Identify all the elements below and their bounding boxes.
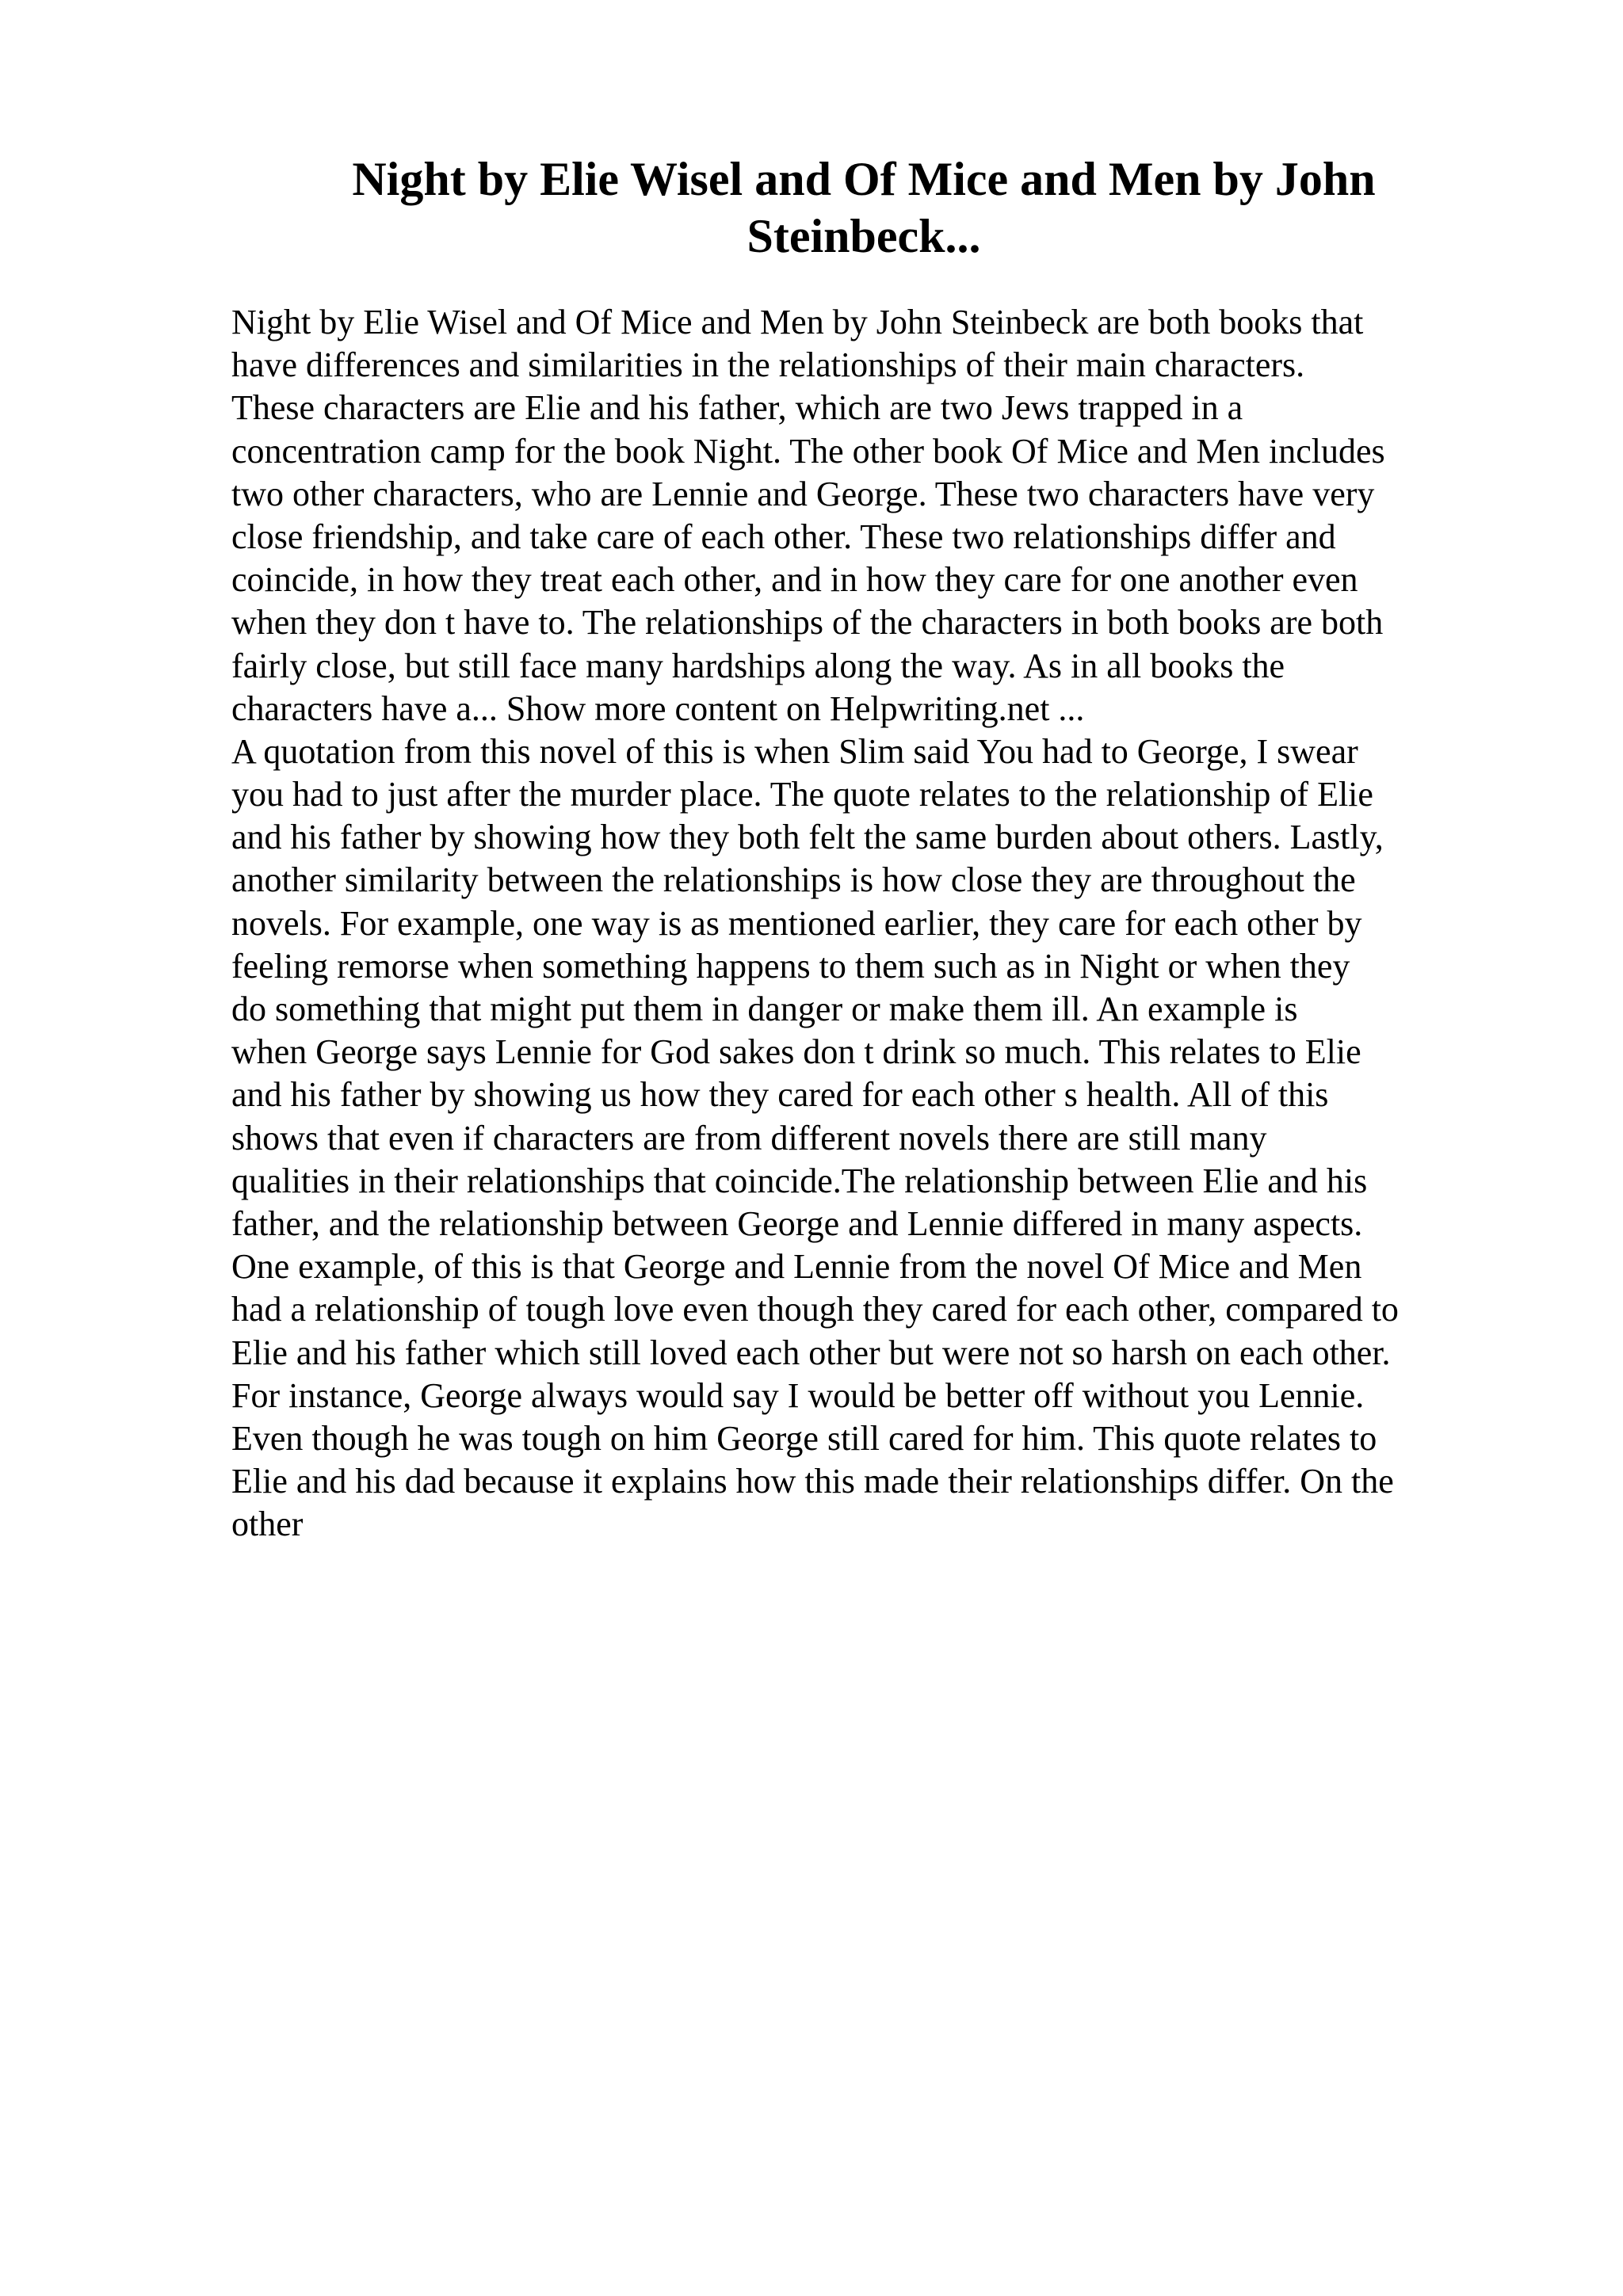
- body-line-25: Elie and his father which still loved each other but were not so harsh on each other.: [231, 1333, 1391, 1372]
- body-line-26: For instance, George always would say I would be better off without you Lennie.: [231, 1375, 1365, 1415]
- body-line-1: Night by Elie Wisel and Of Mice and Men by John Steinbeck are both books that: [231, 303, 1364, 341]
- body-line-4: concentration camp for the book Night. The other book Of Mice and Men includes: [231, 431, 1385, 471]
- body-line-3: These characters are Elie and his father, which are two Jews trapped in a: [231, 388, 1243, 428]
- body-line-9: fairly close, but still face many hardships along the way. As in all books the: [231, 646, 1285, 685]
- body-line-7: coincide, in how they treat each other, and in how they care for one another even: [231, 560, 1358, 600]
- body-line-23: One example, of this is that George and Lennie from the novel Of Mice and Men: [231, 1247, 1362, 1287]
- body-line-8: when they don t have to. The relationships of the characters in both books are both: [231, 603, 1384, 643]
- body-line-13: and his father by showing how they both felt the same burden about others. Lastly,: [231, 818, 1384, 857]
- body-line-16: feeling remorse when something happens to them such as in Night or when they: [231, 946, 1350, 986]
- body-line-20: shows that even if characters are from different novels there are still many: [231, 1118, 1267, 1158]
- body-line-14: another similarity between the relationships is how close they are throughout the: [231, 860, 1356, 900]
- body-line-29: other: [231, 1505, 304, 1544]
- document-title: Night by Elie Wisel and Of Mice and Men by John Steinbeck...: [352, 153, 1376, 262]
- body-line-12: you had to just after the murder place. The quote relates to the relationship of Elie: [231, 775, 1373, 814]
- body-line-22: father, and the relationship between George and Lennie differed in many aspects.: [231, 1203, 1363, 1243]
- body-line-28: Elie and his dad because it explains how this made their relationships differ. On the: [231, 1462, 1394, 1501]
- body-line-19: and his father by showing us how they cared for each other s health. All of this: [231, 1075, 1329, 1115]
- body-line-2: have differences and similarities in the relationships of their main characters.: [231, 345, 1305, 385]
- body-line-6: close friendship, and take care of each other. These two relationships differ and: [231, 517, 1336, 556]
- body-line-11: A quotation from this novel of this is when Slim said You had to George, I swear: [231, 731, 1358, 771]
- body-line-10: characters have a... Show more content on Helpwriting.net ...: [231, 688, 1085, 728]
- body-line-18: when George says Lennie for God sakes don t drink so much. This relates to Elie: [231, 1032, 1361, 1072]
- body-line-21: qualities in their relationships that coincide.The relationship between Elie and his: [231, 1161, 1368, 1200]
- body-line-15: novels. For example, one way is as mentioned earlier, they care for each other by: [231, 903, 1362, 943]
- body-line-17: do something that might put them in danger or make them ill. An example is: [231, 990, 1298, 1028]
- body-line-24: had a relationship of tough love even though they cared for each other, compared to: [231, 1290, 1399, 1329]
- document-body: [231, 301, 1491, 1546]
- body-line-27: Even though he was tough on him George still cared for him. This quote relates to: [231, 1418, 1377, 1458]
- body-line-5: two other characters, who are Lennie and George. These two characters have very: [231, 474, 1375, 513]
